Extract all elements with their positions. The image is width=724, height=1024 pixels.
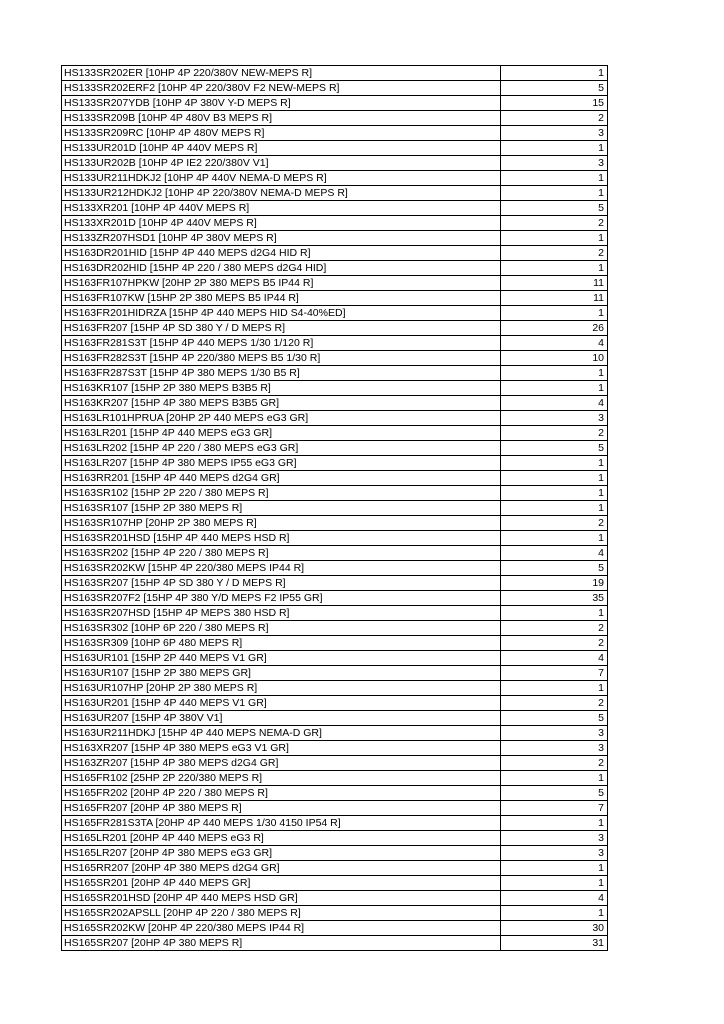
table-row xyxy=(62,186,608,201)
table-row xyxy=(62,801,608,816)
item-quantity-cell: 4 xyxy=(501,546,608,561)
table-row xyxy=(62,336,608,351)
item-description-cell: HS163LR201 [15HP 4P 440 MEPS eG3 GR] xyxy=(62,426,501,441)
item-quantity-cell: 26 xyxy=(501,321,608,336)
table-row xyxy=(62,96,608,111)
item-quantity-cell: 5 xyxy=(501,81,608,96)
item-quantity-cell: 1 xyxy=(501,261,608,276)
item-quantity-cell: 1 xyxy=(501,306,608,321)
item-description-cell: HS163FR107KW [15HP 2P 380 MEPS B5 IP44 R] xyxy=(62,291,501,306)
item-description-cell: HS165SR207 [20HP 4P 380 MEPS R] xyxy=(62,936,501,951)
item-description-cell: HS163DR202HID [15HP 4P 220 / 380 MEPS d2G4 HID] xyxy=(62,261,501,276)
item-description-cell: HS163SR202KW [15HP 4P 220/380 MEPS IP44 R] xyxy=(62,561,501,576)
table-row xyxy=(62,726,608,741)
table-row xyxy=(62,426,608,441)
item-description-cell: HS165SR201HSD [20HP 4P 440 MEPS HSD GR] xyxy=(62,891,501,906)
item-description-cell: HS163UR107 [15HP 2P 380 MEPS GR] xyxy=(62,666,501,681)
table-row xyxy=(62,141,608,156)
item-description-cell: HS163SR201HSD [15HP 4P 440 MEPS HSD R] xyxy=(62,531,501,546)
item-description-cell: HS163SR207HSD [15HP 4P MEPS 380 HSD R] xyxy=(62,606,501,621)
table-row xyxy=(62,636,608,651)
item-description-cell: HS163FR281S3T [15HP 4P 440 MEPS 1/30 1/120 R] xyxy=(62,336,501,351)
item-quantity-cell: 3 xyxy=(501,156,608,171)
item-description-cell: HS163LR101HPRUA [20HP 2P 440 MEPS eG3 GR] xyxy=(62,411,501,426)
item-description-cell: HS165FR281S3TA [20HP 4P 440 MEPS 1/30 4150 IP54 R] xyxy=(62,816,501,831)
item-quantity-cell: 1 xyxy=(501,471,608,486)
table-row xyxy=(62,126,608,141)
table-row xyxy=(62,351,608,366)
item-quantity-cell: 1 xyxy=(501,606,608,621)
item-description-cell: HS165SR202KW [20HP 4P 220/380 MEPS IP44 R] xyxy=(62,921,501,936)
table-row xyxy=(62,921,608,936)
table-row xyxy=(62,576,608,591)
item-quantity-cell: 1 xyxy=(501,231,608,246)
item-quantity-cell: 15 xyxy=(501,96,608,111)
item-quantity-cell: 1 xyxy=(501,186,608,201)
item-description-cell: HS163UR211HDKJ [15HP 4P 440 MEPS NEMA-D GR] xyxy=(62,726,501,741)
item-quantity-cell: 1 xyxy=(501,381,608,396)
item-quantity-cell: 30 xyxy=(501,921,608,936)
table-row xyxy=(62,741,608,756)
item-quantity-cell: 10 xyxy=(501,351,608,366)
item-quantity-cell: 2 xyxy=(501,426,608,441)
item-description-cell: HS163DR201HID [15HP 4P 440 MEPS d2G4 HID R] xyxy=(62,246,501,261)
item-quantity-cell: 3 xyxy=(501,126,608,141)
item-description-cell: HS163UR201 [15HP 4P 440 MEPS V1 GR] xyxy=(62,696,501,711)
table-row xyxy=(62,816,608,831)
item-description-cell: HS163UR207 [15HP 4P 380V V1] xyxy=(62,711,501,726)
table-row xyxy=(62,396,608,411)
table-row xyxy=(62,66,608,81)
item-quantity-cell: 5 xyxy=(501,711,608,726)
item-description-cell: HS163KR207 [15HP 4P 380 MEPS B3B5 GR] xyxy=(62,396,501,411)
item-quantity-cell: 4 xyxy=(501,336,608,351)
table-row xyxy=(62,891,608,906)
item-quantity-cell: 1 xyxy=(501,171,608,186)
item-quantity-cell: 2 xyxy=(501,621,608,636)
item-quantity-cell: 11 xyxy=(501,276,608,291)
item-description-cell: HS133UR201D [10HP 4P 440V MEPS R] xyxy=(62,141,501,156)
table-row xyxy=(62,201,608,216)
item-quantity-cell: 31 xyxy=(501,936,608,951)
table-row xyxy=(62,456,608,471)
item-description-cell: HS163LR202 [15HP 4P 220 / 380 MEPS eG3 GR] xyxy=(62,441,501,456)
table-row xyxy=(62,156,608,171)
table-row xyxy=(62,231,608,246)
item-quantity-cell: 3 xyxy=(501,846,608,861)
table-row xyxy=(62,171,608,186)
table-row xyxy=(62,366,608,381)
item-description-cell: HS165SR202APSLL [20HP 4P 220 / 380 MEPS R] xyxy=(62,906,501,921)
item-quantity-cell: 7 xyxy=(501,801,608,816)
item-quantity-cell: 2 xyxy=(501,111,608,126)
table-row xyxy=(62,321,608,336)
item-quantity-cell: 7 xyxy=(501,666,608,681)
item-description-cell: HS133SR209B [10HP 4P 480V B3 MEPS R] xyxy=(62,111,501,126)
item-quantity-cell: 1 xyxy=(501,861,608,876)
item-description-cell: HS163SR107 [15HP 2P 380 MEPS R] xyxy=(62,501,501,516)
table-row xyxy=(62,531,608,546)
item-description-cell: HS163SR207 [15HP 4P SD 380 Y / D MEPS R] xyxy=(62,576,501,591)
table-row xyxy=(62,216,608,231)
item-quantity-cell: 2 xyxy=(501,216,608,231)
table-row xyxy=(62,621,608,636)
item-description-cell: HS163SR207F2 [15HP 4P 380 Y/D MEPS F2 IP55 GR] xyxy=(62,591,501,606)
item-quantity-cell: 4 xyxy=(501,396,608,411)
table-row xyxy=(62,411,608,426)
item-quantity-cell: 1 xyxy=(501,771,608,786)
item-description-cell: HS163RR201 [15HP 4P 440 MEPS d2G4 GR] xyxy=(62,471,501,486)
inventory-table-body xyxy=(62,66,608,951)
table-row xyxy=(62,81,608,96)
table-row xyxy=(62,246,608,261)
table-row xyxy=(62,546,608,561)
item-description-cell: HS133UR202B [10HP 4P IE2 220/380V V1] xyxy=(62,156,501,171)
item-description-cell: HS165RR207 [20HP 4P 380 MEPS d2G4 GR] xyxy=(62,861,501,876)
item-description-cell: HS163KR107 [15HP 2P 380 MEPS B3B5 R] xyxy=(62,381,501,396)
table-row xyxy=(62,756,608,771)
table-row xyxy=(62,711,608,726)
item-description-cell: HS133XR201 [10HP 4P 440V MEPS R] xyxy=(62,201,501,216)
item-description-cell: HS165FR102 [25HP 2P 220/380 MEPS R] xyxy=(62,771,501,786)
table-row xyxy=(62,471,608,486)
table-row xyxy=(62,486,608,501)
item-description-cell: HS133SR202ERF2 [10HP 4P 220/380V F2 NEW-MEPS R] xyxy=(62,81,501,96)
table-row xyxy=(62,276,608,291)
item-description-cell: HS133XR201D [10HP 4P 440V MEPS R] xyxy=(62,216,501,231)
table-row xyxy=(62,771,608,786)
item-description-cell: HS133UR211HDKJ2 [10HP 4P 440V NEMA-D MEPS R] xyxy=(62,171,501,186)
item-description-cell: HS133ZR207HSD1 [10HP 4P 380V MEPS R] xyxy=(62,231,501,246)
table-row xyxy=(62,291,608,306)
item-quantity-cell: 1 xyxy=(501,486,608,501)
item-description-cell: HS163UR101 [15HP 2P 440 MEPS V1 GR] xyxy=(62,651,501,666)
table-row xyxy=(62,381,608,396)
table-row xyxy=(62,111,608,126)
item-description-cell: HS133SR202ER [10HP 4P 220/380V NEW-MEPS R] xyxy=(62,66,501,81)
table-row xyxy=(62,651,608,666)
item-quantity-cell: 1 xyxy=(501,876,608,891)
table-row xyxy=(62,786,608,801)
table-row xyxy=(62,861,608,876)
table-row xyxy=(62,696,608,711)
item-quantity-cell: 1 xyxy=(501,501,608,516)
item-description-cell: HS163SR202 [15HP 4P 220 / 380 MEPS R] xyxy=(62,546,501,561)
item-description-cell: HS163SR102 [15HP 2P 220 / 380 MEPS R] xyxy=(62,486,501,501)
table-row xyxy=(62,936,608,951)
item-description-cell: HS165FR202 [20HP 4P 220 / 380 MEPS R] xyxy=(62,786,501,801)
item-quantity-cell: 35 xyxy=(501,591,608,606)
item-quantity-cell: 4 xyxy=(501,651,608,666)
item-quantity-cell: 5 xyxy=(501,201,608,216)
table-row xyxy=(62,876,608,891)
item-quantity-cell: 2 xyxy=(501,636,608,651)
item-quantity-cell: 1 xyxy=(501,456,608,471)
item-quantity-cell: 1 xyxy=(501,366,608,381)
table-row xyxy=(62,516,608,531)
table-row xyxy=(62,846,608,861)
item-description-cell: HS163FR201HIDRZA [15HP 4P 440 MEPS HID S4-40%ED] xyxy=(62,306,501,321)
item-quantity-cell: 1 xyxy=(501,906,608,921)
item-description-cell: HS163FR282S3T [15HP 4P 220/380 MEPS B5 1/30 R] xyxy=(62,351,501,366)
item-quantity-cell: 4 xyxy=(501,891,608,906)
item-description-cell: HS163SR309 [10HP 6P 480 MEPS R] xyxy=(62,636,501,651)
item-quantity-cell: 3 xyxy=(501,741,608,756)
item-quantity-cell: 5 xyxy=(501,561,608,576)
table-row xyxy=(62,501,608,516)
item-quantity-cell: 1 xyxy=(501,816,608,831)
inventory-table xyxy=(61,65,608,951)
table-row xyxy=(62,261,608,276)
item-description-cell: HS163FR287S3T [15HP 4P 380 MEPS 1/30 B5 R] xyxy=(62,366,501,381)
table-row xyxy=(62,441,608,456)
table-row xyxy=(62,666,608,681)
table-row xyxy=(62,831,608,846)
item-quantity-cell: 1 xyxy=(501,531,608,546)
item-quantity-cell: 3 xyxy=(501,726,608,741)
item-description-cell: HS163FR207 [15HP 4P SD 380 Y / D MEPS R] xyxy=(62,321,501,336)
item-description-cell: HS163UR107HP [20HP 2P 380 MEPS R] xyxy=(62,681,501,696)
table-row xyxy=(62,591,608,606)
table-row xyxy=(62,906,608,921)
table-row xyxy=(62,606,608,621)
item-description-cell: HS163LR207 [15HP 4P 380 MEPS IP55 eG3 GR] xyxy=(62,456,501,471)
table-row xyxy=(62,681,608,696)
item-quantity-cell: 19 xyxy=(501,576,608,591)
item-description-cell: HS165SR201 [20HP 4P 440 MEPS GR] xyxy=(62,876,501,891)
item-description-cell: HS163FR107HPKW [20HP 2P 380 MEPS B5 IP44 R] xyxy=(62,276,501,291)
item-description-cell: HS165LR207 [20HP 4P 380 MEPS eG3 GR] xyxy=(62,846,501,861)
item-quantity-cell: 2 xyxy=(501,756,608,771)
item-quantity-cell: 1 xyxy=(501,66,608,81)
item-quantity-cell: 2 xyxy=(501,246,608,261)
item-quantity-cell: 1 xyxy=(501,141,608,156)
item-quantity-cell: 2 xyxy=(501,696,608,711)
item-description-cell: HS165FR207 [20HP 4P 380 MEPS R] xyxy=(62,801,501,816)
item-quantity-cell: 5 xyxy=(501,441,608,456)
item-description-cell: HS165LR201 [20HP 4P 440 MEPS eG3 R] xyxy=(62,831,501,846)
item-description-cell: HS163XR207 [15HP 4P 380 MEPS eG3 V1 GR] xyxy=(62,741,501,756)
table-row xyxy=(62,561,608,576)
item-quantity-cell: 1 xyxy=(501,681,608,696)
item-description-cell: HS133SR209RC [10HP 4P 480V MEPS R] xyxy=(62,126,501,141)
item-quantity-cell: 3 xyxy=(501,411,608,426)
item-description-cell: HS163SR302 [10HP 6P 220 / 380 MEPS R] xyxy=(62,621,501,636)
item-description-cell: HS163SR107HP [20HP 2P 380 MEPS R] xyxy=(62,516,501,531)
item-description-cell: HS133UR212HDKJ2 [10HP 4P 220/380V NEMA-D MEPS R] xyxy=(62,186,501,201)
table-row xyxy=(62,306,608,321)
item-quantity-cell: 11 xyxy=(501,291,608,306)
item-quantity-cell: 3 xyxy=(501,831,608,846)
item-quantity-cell: 5 xyxy=(501,786,608,801)
item-description-cell: HS163ZR207 [15HP 4P 380 MEPS d2G4 GR] xyxy=(62,756,501,771)
item-description-cell: HS133SR207YDB [10HP 4P 380V Y-D MEPS R] xyxy=(62,96,501,111)
item-quantity-cell: 2 xyxy=(501,516,608,531)
